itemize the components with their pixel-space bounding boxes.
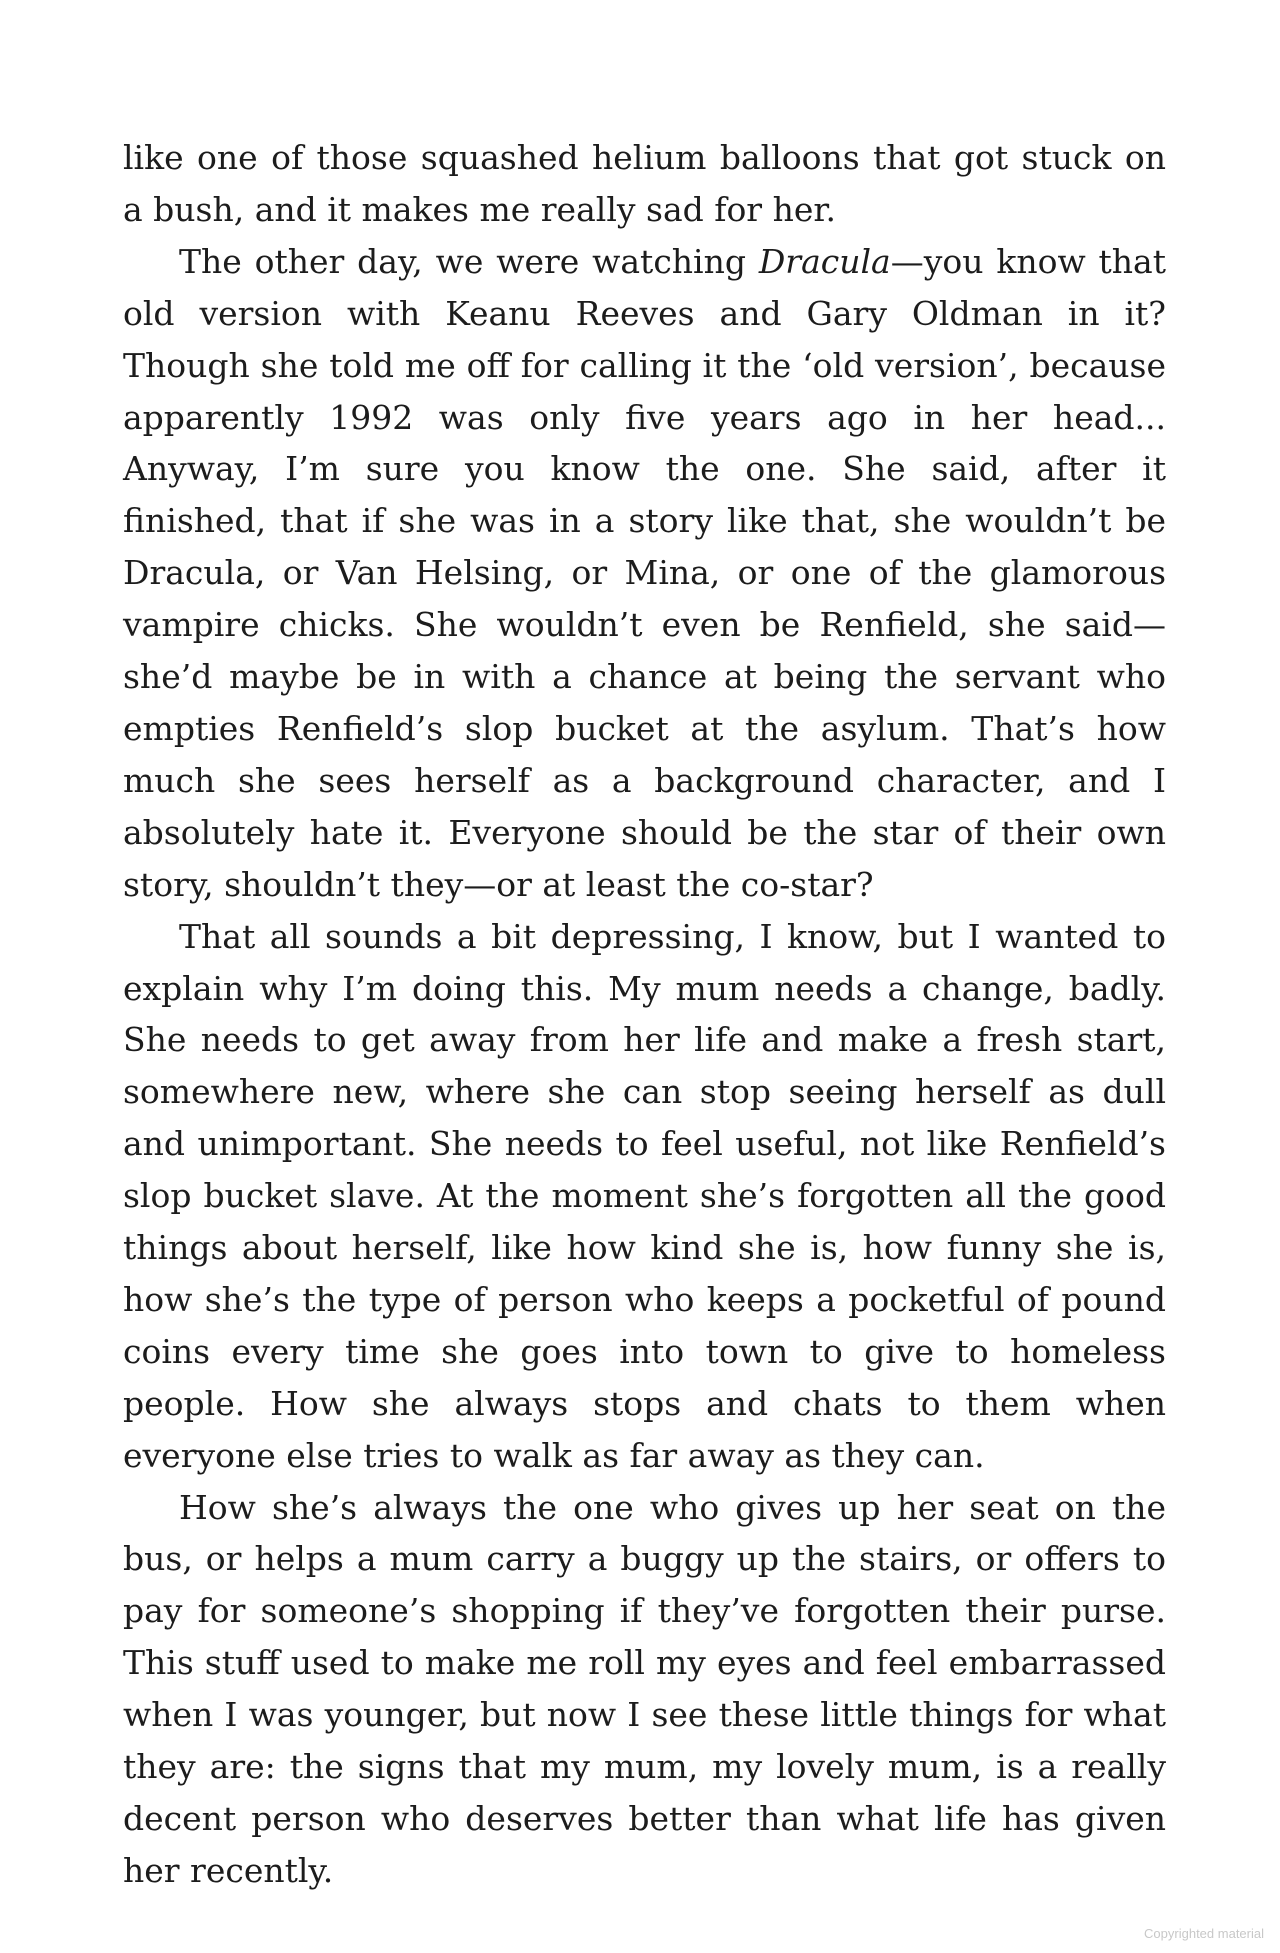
copyright-watermark: Copyrighted material xyxy=(1144,1926,1264,1941)
paragraph-3-text: That all sounds a bit depressing, I know, but I wanted to explain why I’m doing this. My mum needs a change, badly. She needs to get away from her life and make a fresh start, somewhere new, where she can stop seeing herself as dull and unimportant. She needs to feel useful, not like Renfield’s slop bucket slave. At the moment she’s forgotten all the good things about herself, like how kind she is, how funny she is, how she’s the type of person who keeps a pocketful of pound coins every time she goes into town to give to homeless people. How she always stops and chats to them when everyone else tries to walk as far away as they can. xyxy=(123,916,1166,1475)
paragraph-1 xyxy=(123,132,1166,236)
paragraph-2 xyxy=(123,236,1166,911)
dracula-title: Dracula xyxy=(758,241,891,281)
paragraph-2-text-end: —you know that old version with Keanu Reeves and Gary Oldman in it? Though she told me off for calling it the ‘old version’, because apparently 1992 was only five years ago in her head... Anyway, I’m sure you know the one. She said, after it finished, that if she was in a story like that, she wouldn’t be Dracula, or Van Helsing, or Mina, or one of the glamorous vampire chicks. She wouldn’t even be Renfield, she said—she’d maybe be in with a chance at being the servant who empties Renfield’s slop bucket at the asylum. That’s how much she sees herself as a background character, and I absolutely hate it. Everyone should be the star of their own story, shouldn’t they—or at least the co-star? xyxy=(123,241,1166,904)
paragraph-4-text: How she’s always the one who gives up her seat on the bus, or helps a mum carry a buggy up the stairs, or offers to pay for someone’s shopping if they’ve forgotten their purse. This stuff used to make me roll my eyes and feel embarrassed when I was younger, but now I see these little things for what they are: the signs that my mum, my lovely mum, is a really decent person who deserves better than what life has given her recently. xyxy=(123,1487,1166,1890)
paragraph-2-text-start: The other day, we were watching xyxy=(179,241,759,281)
paragraph-1-text: like one of those squashed helium balloons that got stuck on a bush, and it makes me really sad for her. xyxy=(123,138,1166,229)
body-text xyxy=(123,132,1166,1897)
paragraph-4 xyxy=(123,1482,1166,1897)
paragraph-3 xyxy=(123,911,1166,1482)
